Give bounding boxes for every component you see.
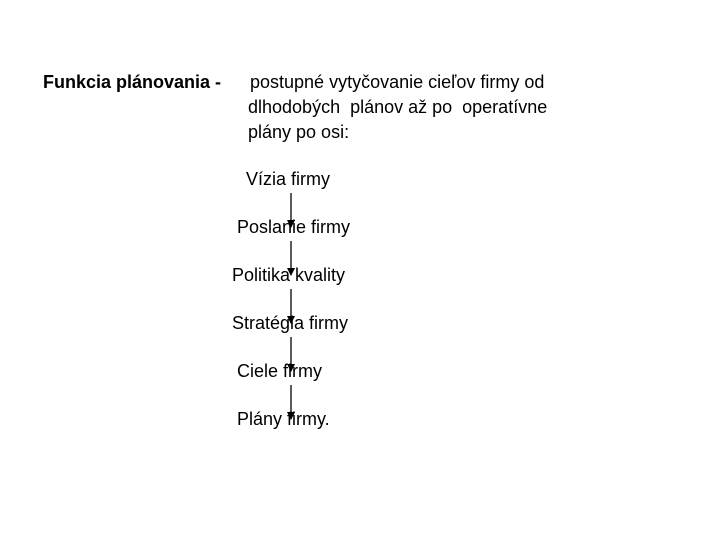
level-strategy: Stratégia firmy bbox=[232, 313, 349, 333]
definition-line-2: dlhodobých plánov až po operatívne bbox=[248, 97, 548, 117]
definition-line-3: plány po osi: bbox=[248, 122, 350, 142]
level-goals: Ciele firmy bbox=[237, 361, 323, 381]
level-mission: Poslanie firmy bbox=[237, 217, 351, 237]
level-plans: Plány firmy. bbox=[237, 409, 330, 429]
definition-line-1: postupné vytyčovanie cieľov firmy od bbox=[245, 72, 545, 92]
level-quality-policy: Politika kvality bbox=[232, 265, 346, 285]
definition-term: Funkcia plánovania - bbox=[43, 72, 222, 92]
level-vision: Vízia firmy bbox=[246, 169, 331, 189]
